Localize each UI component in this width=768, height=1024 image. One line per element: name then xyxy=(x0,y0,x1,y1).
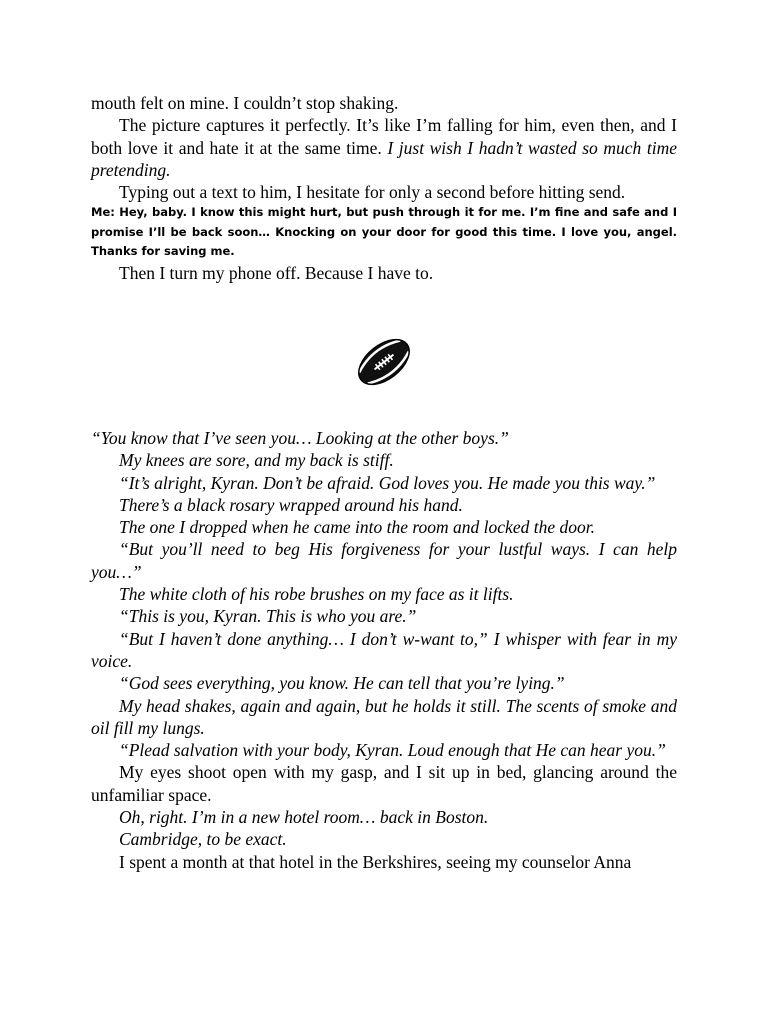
paragraph: “This is you, Kyran. This is who you are.” xyxy=(119,606,417,627)
paragraph: I spent a month at that hotel in the Berkshires, seeing my counselor Anna xyxy=(119,851,632,872)
paragraph: “Plead salvation with your body, Kyran. Loud enough that He can hear you.” xyxy=(119,740,666,761)
paragraph: The one I dropped when he came into the room and locked the door. xyxy=(119,517,595,538)
paragraph: “You know that I’ve seen you… Looking at the other boys.” xyxy=(91,428,509,448)
paragraph xyxy=(91,114,677,181)
paragraph: “But you’ll need to beg His forgiveness for your lustful ways. I can help you…” xyxy=(91,539,677,582)
paragraph: “It’s alright, Kyran. Don’t be afraid. God loves you. He made you this way.” xyxy=(119,472,656,493)
paragraph: “But I haven’t done anything… I don’t w-want to,” I whisper with fear in my voice. xyxy=(91,628,677,671)
paragraph: mouth felt on mine. I couldn’t stop shaking. xyxy=(91,93,399,113)
paragraph: The white cloth of his robe brushes on my face as it lifts. xyxy=(119,584,514,605)
paragraph: There’s a black rosary wrapped around his hand. xyxy=(119,494,463,515)
paragraph: Oh, right. I’m in a new hotel room… back in Boston. xyxy=(119,807,489,828)
paragraph-italic-text: I just wish I hadn’t wasted so much time pretending. xyxy=(91,137,677,180)
paragraph: My knees are sore, and my back is stiff. xyxy=(119,450,394,471)
paragraph: My eyes shoot open with my gasp, and I sit up in bed, glancing around the unfamiliar space. xyxy=(91,762,677,805)
paragraph: Cambridge, to be exact. xyxy=(119,829,287,850)
text-message: Me: Hey, baby. I know this might hurt, but push through it for me. I’m fine and safe and I promise I’ll be back soon… Knocking on your door for good this time. I love you, angel. Thanks for saving me. xyxy=(91,205,677,259)
football-icon xyxy=(352,330,416,394)
bottom-text-block xyxy=(91,427,677,873)
paragraph: Then I turn my phone off. Because I have to. xyxy=(119,262,434,283)
paragraph: Typing out a text to him, I hesitate for only a second before hitting send. xyxy=(119,182,626,203)
paragraph-text: The picture captures it perfectly. It’s like I’m falling for him, even then, and I both love it and hate it at the same time. xyxy=(91,115,677,158)
top-text-block xyxy=(91,92,677,284)
paragraph: My head shakes, again and again, but he holds it still. The scents of smoke and oil fill my lungs. xyxy=(91,695,677,738)
paragraph: “God sees everything, you know. He can tell that you’re lying.” xyxy=(119,673,565,694)
